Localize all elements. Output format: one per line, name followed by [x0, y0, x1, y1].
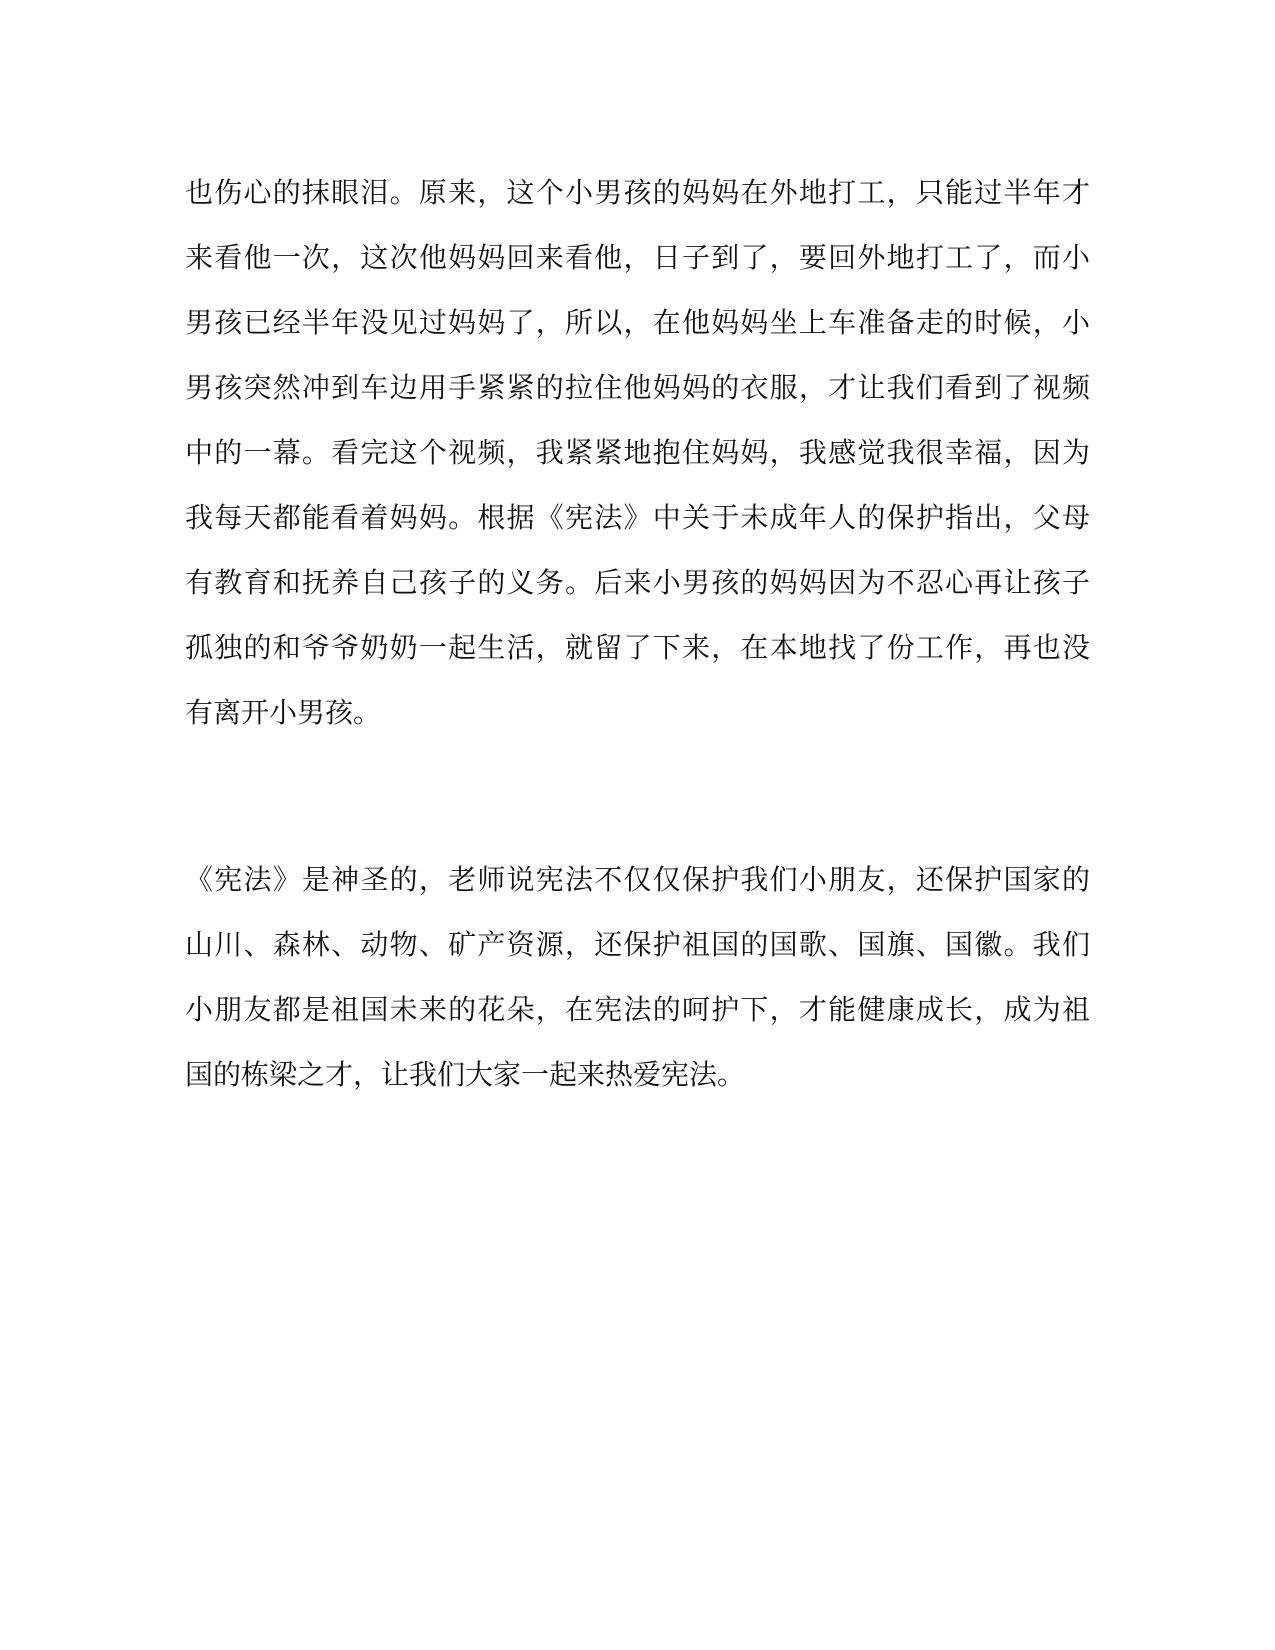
text-line: 男孩已经半年没见过妈妈了，所以，在他妈妈坐上车准备走的时候，小 [185, 306, 1090, 339]
text-line: 山川、森林、动物、矿产资源，还保护祖国的国歌、国旗、国徽。我们 [185, 928, 1090, 961]
paragraph-1 [185, 160, 1090, 745]
text-line: 国的栋梁之才，让我们大家一起来热爱宪法。 [185, 1058, 746, 1091]
text-line: 有离开小男孩。 [185, 696, 382, 729]
text-line: 孤独的和爷爷奶奶一起生活，就留了下来，在本地找了份工作，再也没 [185, 631, 1090, 664]
text-line: 小朋友都是祖国未来的花朵，在宪法的呵护下，才能健康成长，成为祖 [185, 993, 1090, 1026]
paragraph-2 [185, 847, 1090, 1107]
text-line: 《宪法》是神圣的，老师说宪法不仅仅保护我们小朋友，还保护国家的 [185, 863, 1090, 896]
text-line: 也伤心的抹眼泪。原来，这个小男孩的妈妈在外地打工，只能过半年才 [185, 176, 1090, 209]
text-line: 中的一幕。看完这个视频，我紧紧地抱住妈妈，我感觉我很幸福，因为 [185, 436, 1090, 469]
text-line: 有教育和抚养自己孩子的义务。后来小男孩的妈妈因为不忍心再让孩子 [185, 566, 1090, 599]
text-line: 来看他一次，这次他妈妈回来看他，日子到了，要回外地打工了，而小 [185, 241, 1090, 274]
text-line: 我每天都能看着妈妈。根据《宪法》中关于未成年人的保护指出，父母 [185, 501, 1090, 534]
text-line: 男孩突然冲到车边用手紧紧的拉住他妈妈的衣服，才让我们看到了视频 [185, 371, 1090, 404]
